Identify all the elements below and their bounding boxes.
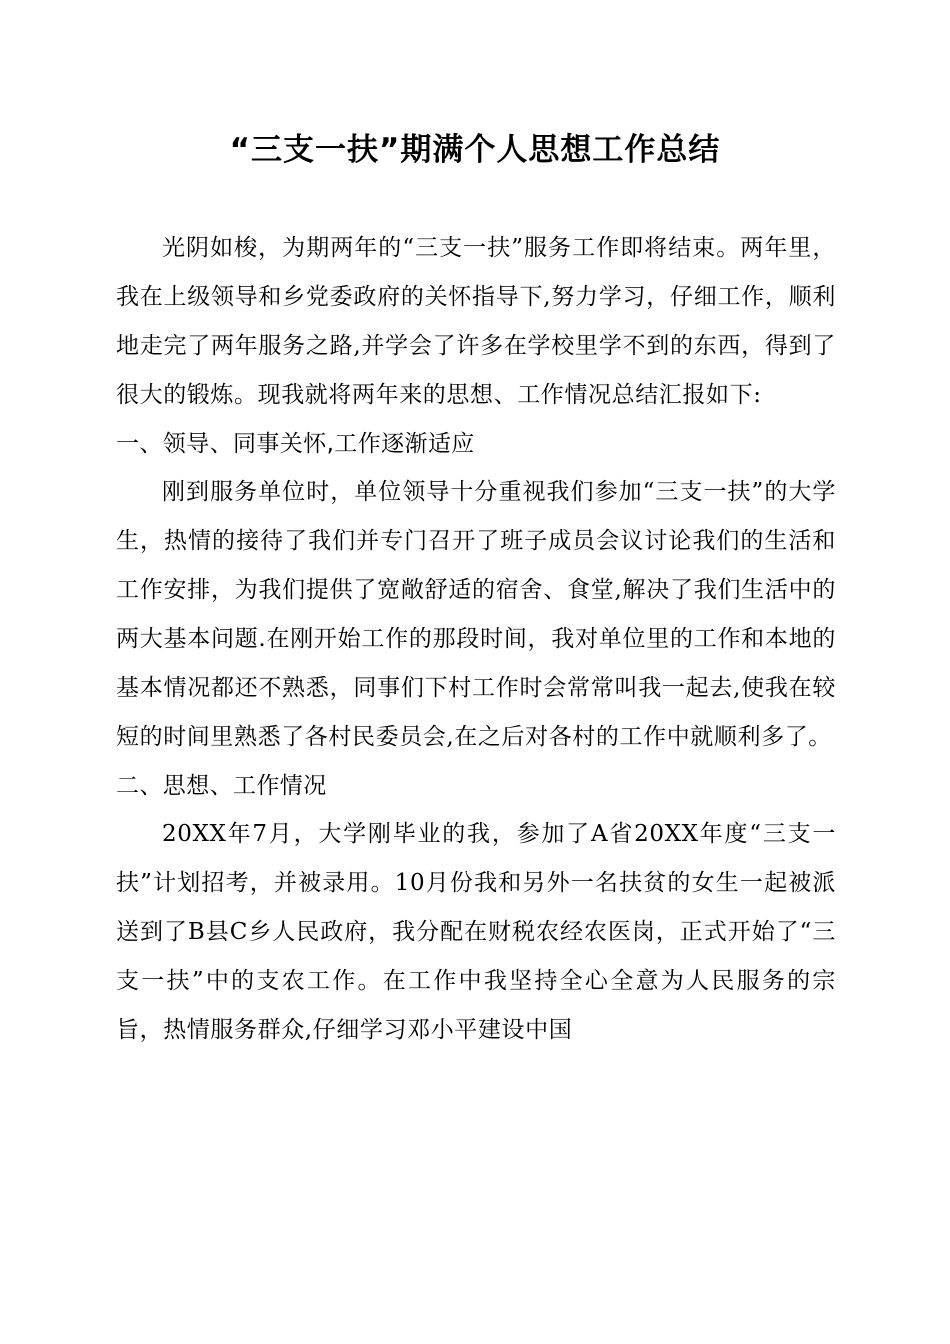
paragraph-section-2: 20XX年7月，大学刚毕业的我，参加了A省20XX年度“三支一扶”计划招考，并被录用。10月份我和另外一名扶贫的女生一起被派送到了B县C乡人民政府，我分配在财税农经农医岗，正式开始了“三支一扶”中的支农工作。在工作中我坚持全心全意为人民服务的宗旨，热情服务群众,仔细学习邓小平建设中国 <box>116 821 836 1043</box>
section-heading-2: 二、思想、工作情况 <box>116 773 327 799</box>
paragraph-section-1: 刚到服务单位时，单位领导十分重视我们参加“三支一扶”的大学生，热情的接待了我们并专门召开了班子成员会议讨论我们的生活和工作安排，为我们提供了宽敞舒适的宿舍、食堂,解决了我们生活中的两大基本问题.在刚开始工作的那段时间，我对单位里的工作和本地的基本情况都还不熟悉，同事们下村工作时会常常叫我一起去,使我在较短的时间里熟悉了各村民委员会,在之后对各村的工作中就顺利多了。 <box>116 479 836 750</box>
paragraph-intro: 光阴如梭，为期两年的“三支一扶”服务工作即将结束。两年里，我在上级领导和乡党委政府的关怀指导下,努力学习，仔细工作，顺利地走完了两年服务之路,并学会了许多在学校里学不到的东西，得到了很大的锻炼。现我就将两年来的思想、工作情况总结汇报如下: <box>116 235 836 408</box>
document-body <box>116 224 836 1055</box>
section-heading-1: 一、领导、同事关怀,工作逐渐适应 <box>116 431 475 457</box>
document-title: “三支一扶”期满个人思想工作总结 <box>229 132 721 168</box>
